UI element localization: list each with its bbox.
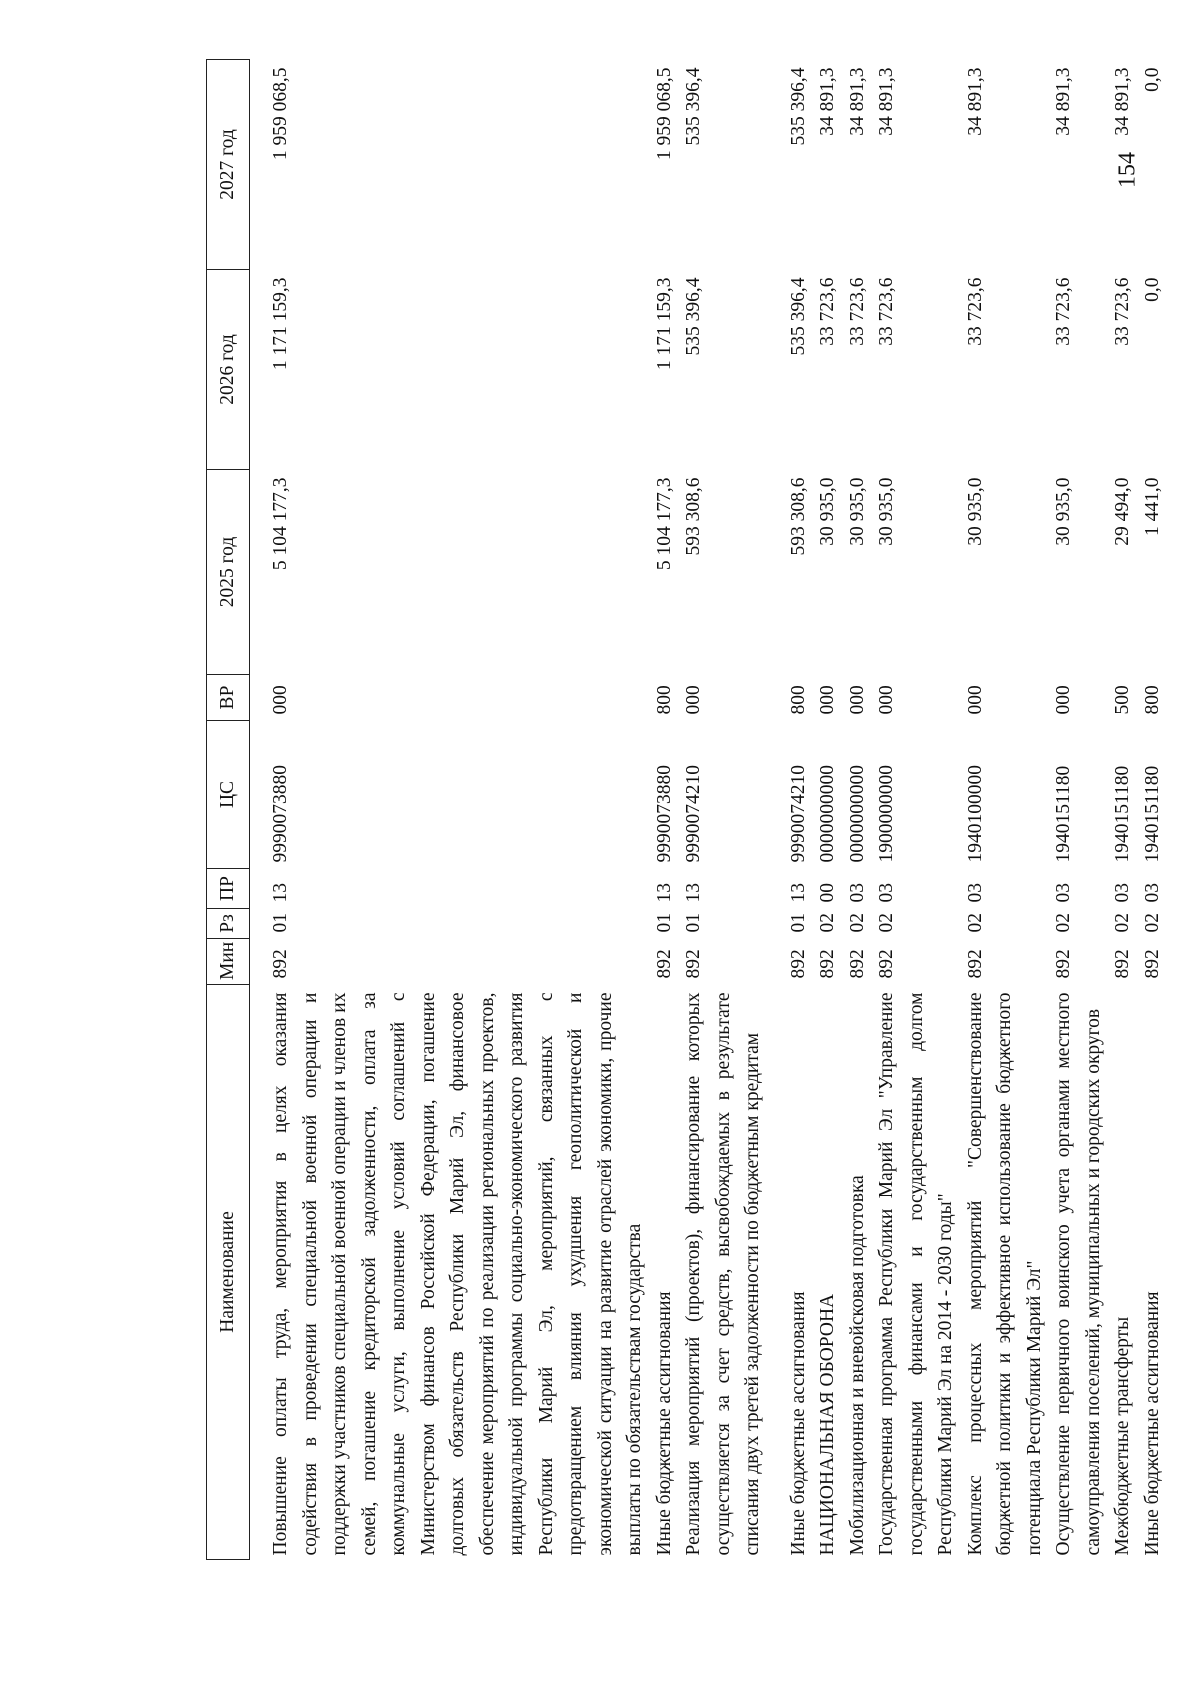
row-min: 892 (964, 949, 986, 979)
row-pr: 03 (1112, 883, 1133, 903)
row-2025: 5 104 177,3 (270, 477, 291, 571)
table-header (207, 60, 250, 1560)
row-min: 892 (1053, 949, 1074, 979)
row-name: Иные бюджетные ассигнования (653, 1291, 675, 1556)
row-min: 892 (653, 949, 675, 979)
row-2026: 1 171 159,3 (653, 277, 675, 371)
row-name: Реализация мероприятий (проектов), финансирование которых осуществляется за счет средств, высвобождаемых в результате списания двух третей задолженности по бюджетным кредитам (683, 992, 763, 1556)
row-cs: 1940151180 (1053, 765, 1074, 863)
table-body (250, 60, 1168, 1560)
row-pr: 13 (787, 883, 809, 903)
row-pr: 03 (1053, 883, 1074, 903)
row-2027: 34 891,3 (1112, 67, 1133, 136)
row-vr: 800 (1141, 685, 1163, 715)
row-2026: 33 723,6 (817, 277, 838, 346)
table-row (1138, 60, 1168, 1560)
row-name: Комплекс процессных мероприятий "Совершенствование бюджетной политики и эффективное использование бюджетного потенциала Республики Марий Эл" (964, 992, 1045, 1556)
row-min: 892 (270, 949, 291, 979)
row-2025: 30 935,0 (846, 477, 868, 546)
row-2026: 535 396,4 (683, 277, 704, 356)
header-2026: 2026 год (207, 270, 250, 470)
row-2025: 30 935,0 (1053, 477, 1074, 546)
row-pr: 03 (964, 883, 986, 903)
row-pr: 03 (1141, 883, 1163, 903)
row-2025: 29 494,0 (1112, 477, 1133, 546)
row-name: Осуществление первичного воинского учета органами местного самоуправления поселений, муниципальных и городских округов (1053, 992, 1104, 1556)
table-row (650, 60, 680, 1560)
row-cs: 9990074210 (683, 765, 704, 863)
row-2025: 5 104 177,3 (653, 477, 675, 571)
row-2027: 1 959 068,5 (270, 67, 291, 161)
row-pr: 13 (270, 883, 291, 903)
row-2027: 1 959 068,5 (653, 67, 675, 161)
row-pr: 13 (653, 883, 675, 903)
row-vr: 000 (846, 685, 868, 715)
row-rz: 02 (846, 913, 868, 933)
row-vr: 000 (270, 685, 291, 715)
row-2026: 535 396,4 (787, 277, 809, 356)
row-2025: 1 441,0 (1141, 477, 1163, 536)
row-min: 892 (817, 949, 838, 979)
row-pr: 03 (876, 883, 897, 903)
table-row (961, 60, 1050, 1560)
row-rz: 01 (683, 913, 704, 933)
row-rz: 02 (1053, 913, 1074, 933)
row-rz: 01 (787, 913, 809, 933)
row-2025: 593 308,6 (683, 477, 704, 556)
page-number: 154 (1114, 152, 1141, 188)
table-row (872, 60, 961, 1560)
header-2027: 2027 год (207, 60, 250, 270)
table-row (1108, 60, 1138, 1560)
row-2025: 30 935,0 (964, 477, 986, 546)
row-2027: 535 396,4 (683, 67, 704, 146)
row-rz: 02 (817, 913, 838, 933)
row-min: 892 (1141, 949, 1163, 979)
row-2026: 33 723,6 (846, 277, 868, 346)
row-min: 892 (1112, 949, 1133, 979)
header-name: Наименование (207, 985, 250, 1560)
row-cs: 0000000000 (846, 765, 868, 863)
row-rz: 02 (876, 913, 897, 933)
row-name: Иные бюджетные ассигнования (787, 1291, 809, 1556)
row-2026: 33 723,6 (1112, 277, 1133, 346)
row-rz: 01 (653, 913, 675, 933)
row-rz: 02 (964, 913, 986, 933)
row-pr: 00 (817, 883, 838, 903)
row-name: Иные бюджетные ассигнования (1141, 1291, 1163, 1556)
row-2027: 535 396,4 (787, 67, 809, 146)
row-cs: 1940100000 (964, 765, 986, 863)
row-min: 892 (787, 949, 809, 979)
row-vr: 800 (653, 685, 675, 715)
row-2027: 34 891,3 (964, 67, 986, 136)
table-row (1049, 60, 1108, 1560)
row-2027: 34 891,3 (817, 67, 838, 136)
row-vr: 000 (817, 685, 838, 715)
row-vr: 000 (1053, 685, 1074, 715)
table-row (679, 60, 768, 1560)
header-rz: Рз (207, 909, 250, 939)
row-cs: 9990073880 (270, 765, 291, 863)
row-cs: 1940151180 (1141, 765, 1163, 863)
row-name: Повышение оплаты труда, мероприятия в целях оказания содействия в проведении специальной военной операции и поддержки участников специальной военной операции и членов их семей, погашение кредиторской задолженности, оплата за коммунальные услуги, выполнение условий соглашений с Министерством финансов Российской Федерации, погашение долговых обязательств Республики Марий Эл, финансовое обеспечение мероприятий по реализации региональных проектов, индивидуальной программы социально-экономического развития Республики Марий Эл, мероприятий, связанных с предотвращением влияния ухудшения геополитической и экономической ситуации на развитие отраслей экономики, прочие выплаты по обязательствам государства (270, 992, 645, 1556)
row-2027: 34 891,3 (1053, 67, 1074, 136)
row-cs: 1940151180 (1112, 765, 1133, 863)
row-name: Государственная программа Республики Марий Эл "Управление государственными финансами и государственным долгом Республики Марий Эл на 2014 - 2030 годы" (876, 992, 956, 1556)
row-vr: 800 (787, 685, 809, 715)
row-min: 892 (876, 949, 897, 979)
row-rz: 02 (1112, 913, 1133, 933)
row-name: Межбюджетные трансферты (1112, 1316, 1133, 1556)
table-row (813, 60, 843, 1560)
row-min: 892 (683, 949, 704, 979)
header-vr: ВР (207, 675, 250, 721)
row-min: 892 (846, 949, 868, 979)
row-cs: 9990074210 (787, 765, 809, 863)
row-name: НАЦИОНАЛЬНАЯ ОБОРОНА (817, 1293, 838, 1556)
row-2026: 33 723,6 (1053, 277, 1074, 346)
row-pr: 03 (846, 883, 868, 903)
header-min: Мин (207, 939, 250, 985)
row-2025: 30 935,0 (876, 477, 897, 546)
row-2027: 34 891,3 (846, 67, 868, 136)
row-2027: 34 891,3 (876, 67, 897, 136)
row-rz: 01 (270, 913, 291, 933)
row-2025: 593 308,6 (787, 477, 809, 556)
row-cs: 1900000000 (876, 765, 897, 863)
row-cs: 0000000000 (817, 765, 838, 863)
row-vr: 500 (1112, 685, 1133, 715)
row-vr: 000 (876, 685, 897, 715)
row-name: Мобилизационная и вневойсковая подготовка (846, 1175, 868, 1556)
table-row (250, 60, 650, 1560)
row-cs: 9990073880 (653, 765, 675, 863)
row-2026: 1 171 159,3 (270, 277, 291, 371)
row-2026: 33 723,6 (964, 277, 986, 346)
row-rz: 02 (1141, 913, 1163, 933)
row-2026: 0,0 (1141, 277, 1163, 302)
row-2027: 0,0 (1141, 67, 1163, 92)
row-vr: 000 (964, 685, 986, 715)
table-row (843, 60, 873, 1560)
header-pr: ПР (207, 869, 250, 909)
header-cs: ЦС (207, 721, 250, 869)
row-2026: 33 723,6 (876, 277, 897, 346)
row-vr: 000 (683, 685, 704, 715)
row-2025: 30 935,0 (817, 477, 838, 546)
table-row (768, 60, 814, 1560)
header-2025: 2025 год (207, 470, 250, 675)
row-pr: 13 (683, 883, 704, 903)
budget-table (206, 59, 1167, 1560)
